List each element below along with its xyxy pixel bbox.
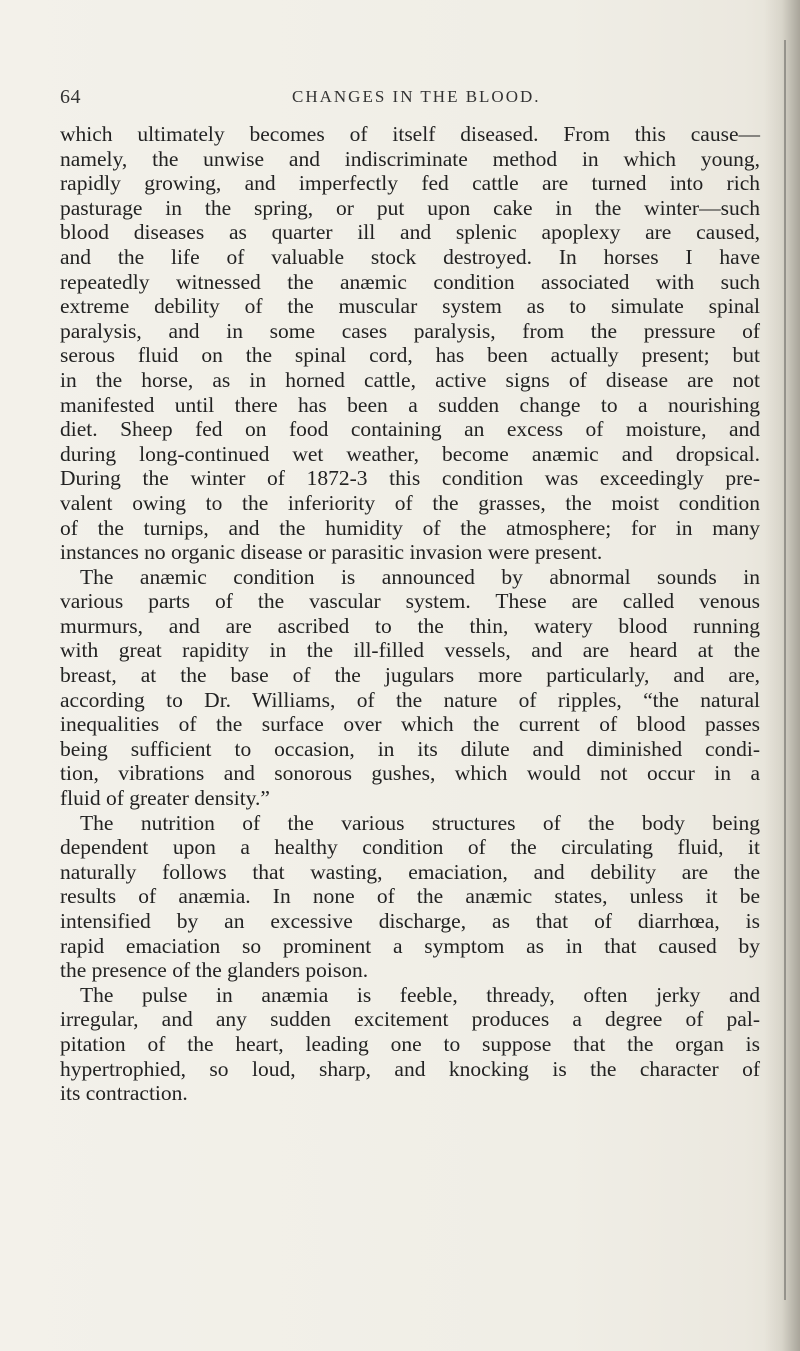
text-line: repeatedly witnessed the anæmic condition associated with such xyxy=(60,269,760,294)
body-text xyxy=(60,122,760,1106)
text-line: blood diseases as quarter ill and splenic apoplexy are caused, xyxy=(60,220,760,245)
paragraph-4 xyxy=(60,983,760,1106)
text-line: dependent upon a healthy condition of the circulating fluid, it xyxy=(60,835,760,860)
text-line: murmurs, and are ascribed to the thin, watery blood running xyxy=(60,613,760,638)
text-line: the presence of the glanders poison. xyxy=(60,958,369,983)
text-line: valent owing to the inferiority of the grasses, the moist condition xyxy=(60,490,760,515)
running-head xyxy=(60,86,760,112)
text-line: fluid of greater density.” xyxy=(60,786,270,811)
text-line: The nutrition of the various structures of the body being xyxy=(80,810,760,835)
text-line: rapidly growing, and imperfectly fed cattle are turned into rich xyxy=(60,171,760,196)
text-line: inequalities of the surface over which the current of blood passes xyxy=(60,712,760,737)
page-edge-shadow xyxy=(764,0,800,1351)
text-line: being sufficient to occasion, in its dilute and diminished condi- xyxy=(60,736,760,761)
text-line: serous fluid on the spinal cord, has been actually present; but xyxy=(60,343,760,368)
text-line: of the turnips, and the humidity of the atmosphere; for in many xyxy=(60,515,760,540)
text-line: with great rapidity in the ill-filled vessels, and are heard at the xyxy=(60,638,760,663)
text-line: The anæmic condition is announced by abnormal sounds in xyxy=(80,564,760,589)
text-line: The pulse in anæmia is feeble, thready, often jerky and xyxy=(80,982,760,1007)
text-line: During the winter of 1872-3 this condition was exceedingly pre- xyxy=(60,466,760,491)
text-line: hypertrophied, so loud, sharp, and knocking is the character of xyxy=(60,1056,760,1081)
text-line: rapid emaciation so prominent a symptom as in that caused by xyxy=(60,933,760,958)
text-line: diet. Sheep fed on food containing an excess of moisture, and xyxy=(60,417,760,442)
text-line: tion, vibrations and sonorous gushes, which would not occur in a xyxy=(60,761,760,786)
text-line: manifested until there has been a sudden change to a nourishing xyxy=(60,392,760,417)
text-line: in the horse, as in horned cattle, active signs of disease are not xyxy=(60,367,760,392)
text-line: naturally follows that wasting, emaciation, and debility are the xyxy=(60,859,760,884)
text-line: its contraction. xyxy=(60,1081,188,1106)
text-line: and the life of valuable stock destroyed. In horses I have xyxy=(60,244,760,269)
text-line: paralysis, and in some cases paralysis, from the pressure of xyxy=(60,318,760,343)
page-gutter-line xyxy=(784,40,786,1300)
text-line: which ultimately becomes of itself diseased. From this cause— xyxy=(60,122,760,146)
text-line: results of anæmia. In none of the anæmic states, unless it be xyxy=(60,884,760,909)
text-line: extreme debility of the muscular system as to simulate spinal xyxy=(60,294,760,319)
text-line: irregular, and any sudden excitement produces a degree of pal- xyxy=(60,1007,760,1032)
paragraph-3 xyxy=(60,811,760,983)
text-line: intensified by an excessive discharge, as that of diarrhœa, is xyxy=(60,909,760,933)
text-line: according to Dr. Williams, of the nature of ripples, “the natural xyxy=(60,687,760,712)
paragraph-1 xyxy=(60,122,760,565)
text-line: pasturage in the spring, or put upon cake in the winter—such xyxy=(60,195,760,220)
page-number: 64 xyxy=(60,86,81,108)
text-line: instances no organic disease or parasitic invasion were present. xyxy=(60,540,603,565)
text-line: namely, the unwise and indiscriminate method in which young, xyxy=(60,146,760,171)
text-line: various parts of the vascular system. These are called venous xyxy=(60,589,760,614)
text-line: during long-continued wet weather, become anæmic and dropsical. xyxy=(60,441,760,466)
text-line: breast, at the base of the jugulars more particularly, and are, xyxy=(60,663,760,688)
running-title: CHANGES IN THE BLOOD. xyxy=(292,87,541,106)
text-line: pitation of the heart, leading one to suppose that the organ is xyxy=(60,1031,760,1056)
paragraph-2 xyxy=(60,565,760,811)
